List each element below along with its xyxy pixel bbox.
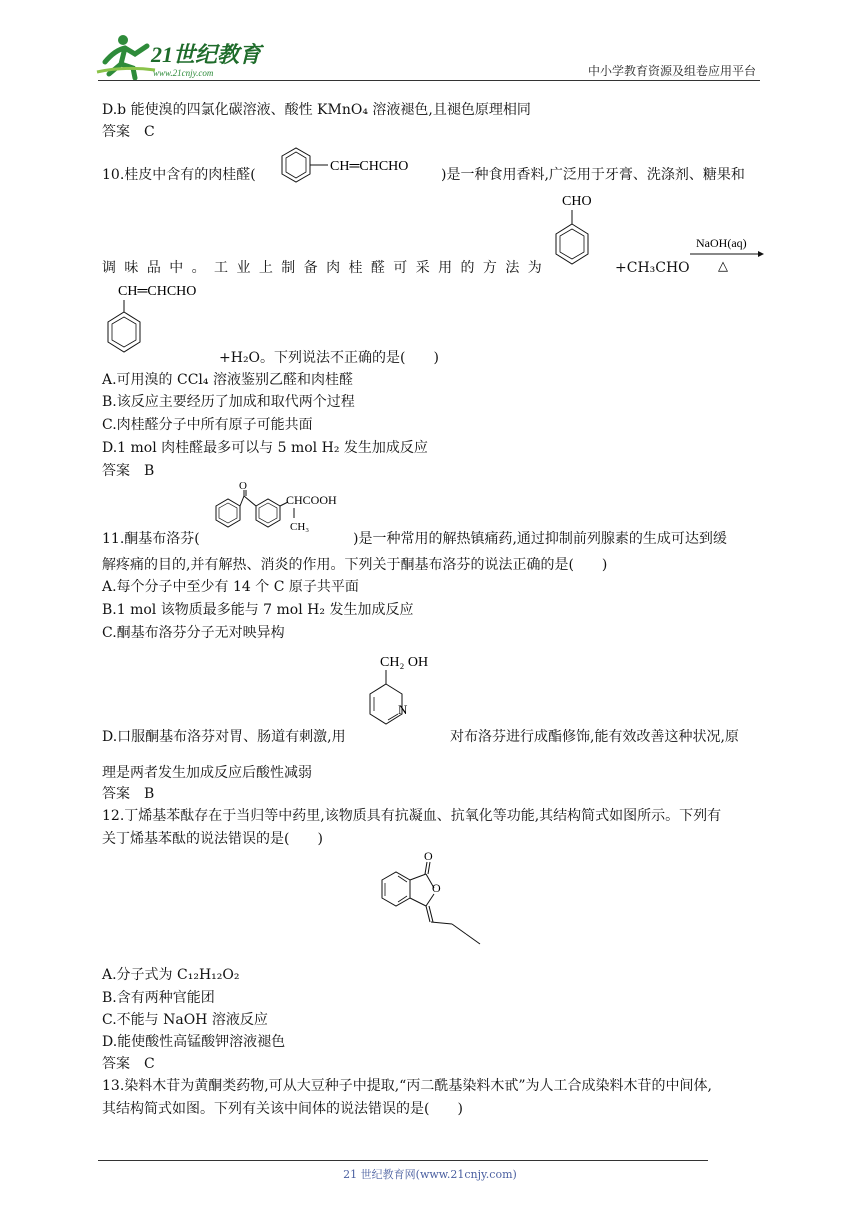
cinnamaldehyde-product-structure xyxy=(100,280,230,360)
reaction-condition-bottom: △ xyxy=(718,258,728,273)
q10-intro-a: 10.桂皮中含有的肉桂醛( xyxy=(102,167,256,183)
header-rule xyxy=(98,80,760,81)
product-label: CH═CHCHO xyxy=(118,284,197,299)
q12-option-b: B.含有两种官能团 xyxy=(102,990,215,1006)
q12-option-d: D.能使酸性高锰酸钾溶液褪色 xyxy=(102,1034,286,1050)
q10-intro-b: )是一种食用香料,广泛用于牙膏、洗涤剂、糖果和 xyxy=(441,167,745,183)
q12-line1: 12.丁烯基苯酞存在于当归等中药里,该物质具有抗凝血、抗氧化等功能,其结构简式如图所示。下列有 xyxy=(102,808,722,824)
q11-option-c: C.酮基布洛芬分子无对映异构 xyxy=(102,625,285,641)
butylidenephthalide-structure xyxy=(370,846,490,946)
q10-option-a: A.可用溴的 CCl₄ 溶液鉴别乙醛和肉桂醛 xyxy=(102,372,353,388)
q11-option-a: A.每个分子中至少有 14 个 C 原子共平面 xyxy=(102,579,359,595)
q10-option-b: B.该反应主要经历了加成和取代两个过程 xyxy=(102,394,355,410)
ch2oh-label: CH₂ OH xyxy=(380,655,429,670)
site-logo xyxy=(95,32,265,82)
q9-answer: 答案 C xyxy=(102,124,155,140)
benzaldehyde-structure xyxy=(548,190,618,274)
q10-plus-acetaldehyde: +CH₃CHO xyxy=(615,260,690,276)
q10-option-c: C.肉桂醛分子中所有原子可能共面 xyxy=(102,417,313,433)
q11-line2: 解疼痛的目的,并有解热、消炎的作用。下列关于酮基布洛芬的说法正确的是( ) xyxy=(102,557,608,573)
q10-answer: 答案 B xyxy=(102,463,155,479)
reaction-arrow xyxy=(686,234,764,274)
q12-option-c: C.不能与 NaOH 溶液反应 xyxy=(102,1012,268,1028)
q12-option-a: A.分子式为 C₁₂H₁₂O₂ xyxy=(102,967,240,983)
cinnamaldehyde-structure xyxy=(268,146,438,186)
q13-line1: 13.染料木苷为黄酮类药物,可从大豆种子中提取,“丙二酰基染料木甙”为人工合成染料木苷的中间体, xyxy=(102,1078,712,1094)
footer-rule xyxy=(98,1160,708,1161)
q10-option-d: D.1 mol 肉桂醛最多可以与 5 mol H₂ 发生加成反应 xyxy=(102,440,428,456)
header-platform-text: 中小学教育资源及组卷应用平台 xyxy=(587,64,756,78)
q11-option-b: B.1 mol 该物质最多能与 7 mol H₂ 发生加成反应 xyxy=(102,602,414,618)
n-label: N xyxy=(398,702,408,717)
q11-intro-b: )是一种常用的解热镇痛药,通过抑制前列腺素的生成可达到缓 xyxy=(353,531,727,547)
q9-option-d: D.b 能使溴的四氯化碳溶液、酸性 KMnO₄ 溶液褪色,且褪色原理相同 xyxy=(102,102,531,118)
q10-method-line: 调 味 品 中 。 工 业 上 制 备 肉 桂 醛 可 采 用 的 方 法 为 xyxy=(102,260,542,276)
q11-intro-a: 11.酮基布洛芬( xyxy=(102,531,200,547)
pyridinemethanol-structure xyxy=(360,650,450,742)
ketoprofen-structure xyxy=(200,480,350,548)
carbonyl-oxygen-label: O xyxy=(424,849,433,863)
q12-answer: 答案 C xyxy=(102,1056,155,1072)
ketone-o-label: O xyxy=(239,480,247,492)
runner-logo-icon xyxy=(95,32,265,82)
footer-text: 21 世纪教育网(www.21cnjy.com) xyxy=(343,1168,517,1181)
q11-option-d-b: 对布洛芬进行成酯修饰,能有效改善这种状况,原 xyxy=(450,729,739,745)
reaction-condition-top: NaOH(aq) xyxy=(696,236,747,250)
q10-question: +H₂O。下列说法不正确的是( ) xyxy=(219,350,439,366)
q10-struct-label: CH═CHCHO xyxy=(330,159,409,174)
q11-option-d-a: D.口服酮基布洛芬对胃、肠道有刺激,用 xyxy=(102,729,346,745)
ch3-label: CH₃ xyxy=(290,521,310,533)
benzaldehyde-cho-label: CHO xyxy=(562,194,592,209)
chcooh-label: CHCOOH xyxy=(286,493,337,507)
q12-line2: 关丁烯基苯酞的说法错误的是( ) xyxy=(102,831,323,847)
logo-url: www.21cnjy.com xyxy=(153,68,214,78)
q11-answer: 答案 B xyxy=(102,786,155,802)
ring-oxygen-label: O xyxy=(432,881,441,895)
q11-option-d-c: 理是两者发生加成反应后酸性减弱 xyxy=(102,765,312,781)
logo-text: 21世纪教育 xyxy=(151,42,262,67)
q13-line2: 其结构简式如图。下列有关该中间体的说法错误的是( ) xyxy=(102,1101,463,1117)
